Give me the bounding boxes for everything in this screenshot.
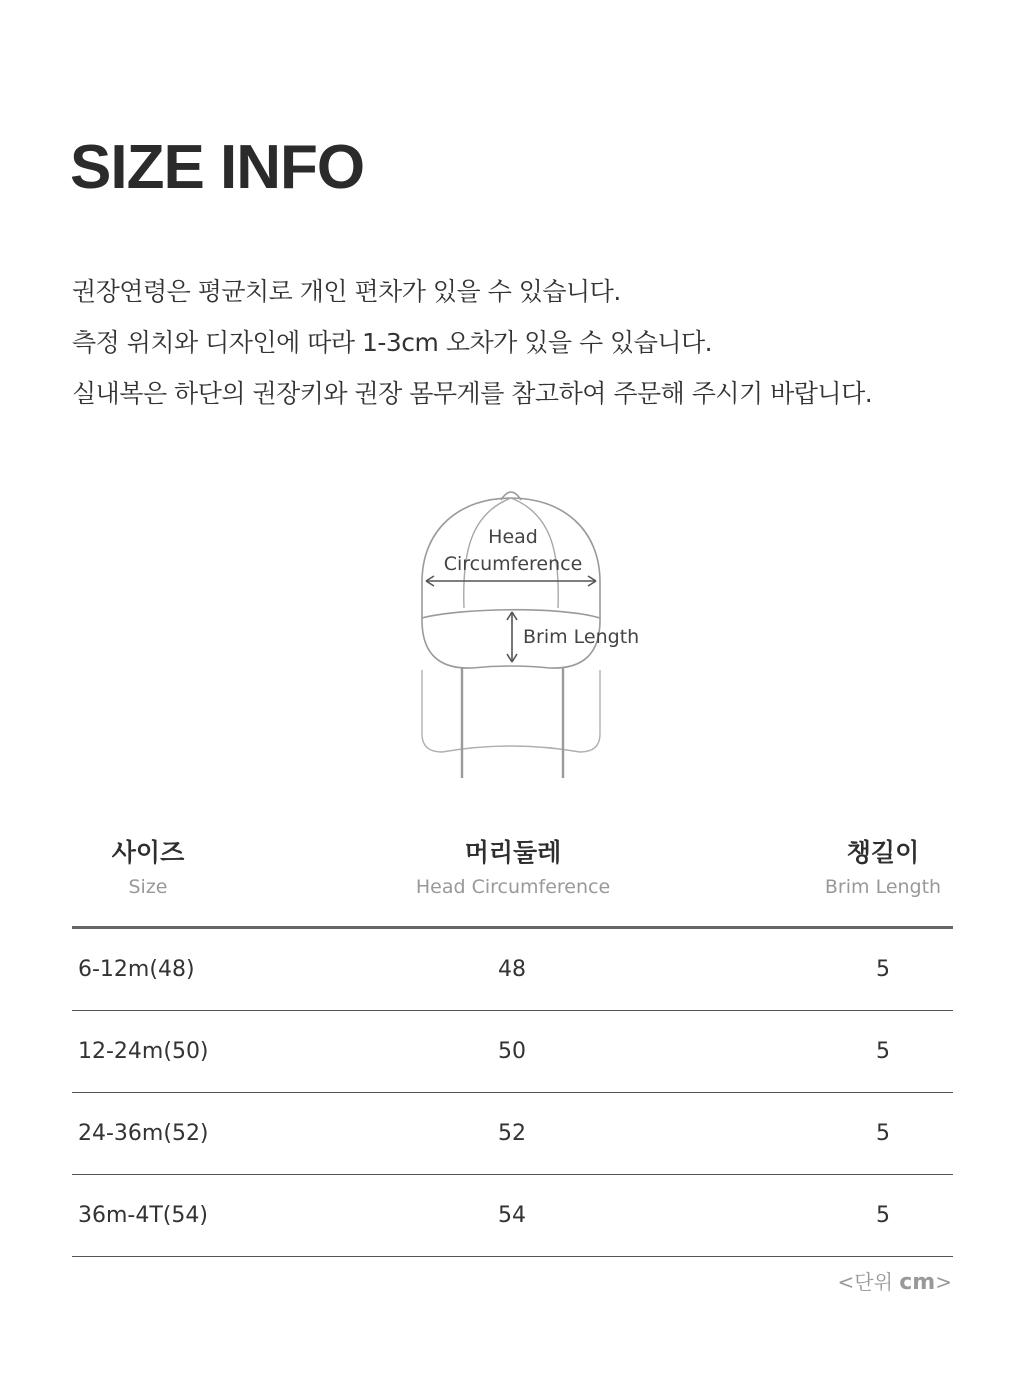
unit-label: 단위 — [854, 1270, 893, 1294]
hat-illustration — [400, 484, 680, 784]
cell-size: 36m-4T(54) — [78, 1203, 208, 1228]
unit-value: cm — [899, 1270, 936, 1295]
header-brim — [812, 834, 954, 902]
unit-note — [838, 1266, 953, 1295]
note-line: 실내복은 하단의 권장키와 권장 몸무게를 참고하여 주문해 주시기 바랍니다. — [72, 379, 873, 408]
brim-label: Brim Length — [523, 626, 640, 648]
table-row — [72, 1093, 953, 1175]
head-label-line2: Circumference — [443, 553, 583, 575]
header-head-en: Head Circumference — [415, 876, 611, 898]
cell-size: 6-12m(48) — [78, 957, 195, 982]
head-label-line1: Head — [488, 526, 538, 548]
note-line: 권장연령은 평균치로 개인 편차가 있을 수 있습니다. — [72, 277, 621, 306]
header-size-ko: 사이즈 — [111, 838, 185, 867]
cell-size: 24-36m(52) — [78, 1121, 209, 1146]
notes — [72, 266, 872, 419]
cell-size: 12-24m(50) — [78, 1039, 209, 1064]
table-row — [72, 1011, 953, 1093]
cell-head: 50 — [498, 1039, 526, 1064]
header-brim-ko: 챙길이 — [846, 838, 920, 867]
table-row — [72, 1175, 953, 1257]
hat-diagram — [400, 484, 680, 784]
header-size — [72, 834, 224, 902]
unit-open: < — [837, 1270, 855, 1294]
cell-head: 54 — [498, 1203, 526, 1228]
cell-head: 48 — [498, 957, 526, 982]
lower-outline — [422, 670, 600, 752]
cell-brim: 5 — [876, 1039, 890, 1064]
cell-brim: 5 — [876, 1121, 890, 1146]
header-brim-en: Brim Length — [824, 876, 942, 898]
cell-brim: 5 — [876, 1203, 890, 1228]
header-head — [392, 834, 634, 902]
page-title: SIZE INFO — [70, 133, 365, 202]
note-line: 측정 위치와 디자인에 따라 1-3cm 오차가 있을 수 있습니다. — [72, 328, 713, 357]
size-table — [72, 834, 953, 1257]
cell-brim: 5 — [876, 957, 890, 982]
unit-close: > — [935, 1270, 952, 1294]
header-head-ko: 머리둘레 — [464, 838, 562, 867]
cell-head: 52 — [498, 1121, 526, 1146]
header-size-en: Size — [128, 876, 168, 898]
table-header — [72, 834, 953, 929]
table-row — [72, 929, 953, 1011]
